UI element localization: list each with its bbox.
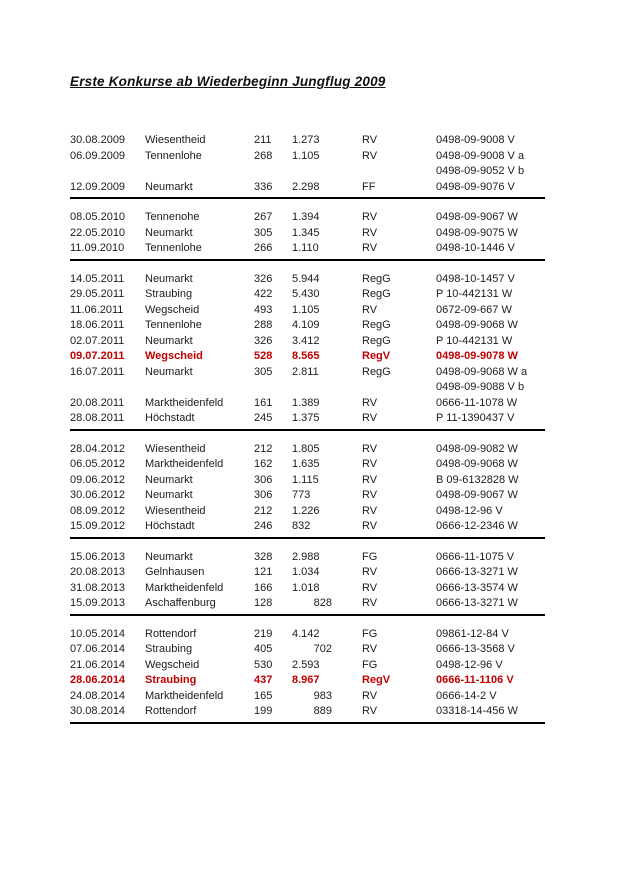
value-cell: 1.805 — [292, 442, 320, 455]
place-cell: Tennenohe — [145, 211, 200, 223]
table-row — [70, 504, 545, 520]
year-section-2009 — [70, 133, 545, 199]
table-row — [70, 226, 545, 242]
place-cell: Wegscheid — [145, 658, 200, 671]
type-cell: RV — [362, 705, 378, 717]
table-row — [70, 457, 545, 473]
place-cell: Wiesentheid — [145, 134, 206, 146]
code-cell: 0666-11-1078 W — [436, 396, 518, 409]
value-cell: 5.944 — [292, 272, 320, 285]
count-cell: 493 — [254, 303, 273, 316]
table-row — [70, 442, 545, 458]
value-cell: 983 — [313, 689, 332, 702]
date-cell: 20.08.2011 — [70, 396, 125, 409]
continuation-spacer — [70, 164, 436, 180]
count-cell: 212 — [254, 442, 273, 455]
place-cell: Gelnhausen — [145, 566, 205, 578]
continuation-spacer — [70, 380, 436, 396]
count-cell: 128 — [254, 597, 273, 609]
code-cell: 09861-12-84 V — [436, 627, 509, 640]
count-cell: 165 — [254, 689, 273, 702]
date-cell: 29.05.2011 — [70, 288, 125, 300]
code-cell: 0498-12-96 V — [436, 658, 503, 671]
count-cell: 530 — [254, 658, 273, 671]
code-cell: P 10-442131 W — [436, 334, 513, 347]
type-cell: FF — [362, 180, 376, 193]
type-cell: RegG — [362, 272, 391, 285]
value-cell: 889 — [313, 705, 332, 717]
date-cell: 08.09.2012 — [70, 504, 126, 517]
value-cell: 8.967 — [292, 674, 320, 686]
type-cell: RegG — [362, 288, 391, 300]
code-cell-secondary: 0498-09-9088 V b — [436, 381, 525, 393]
code-cell: 0498-09-9067 W — [436, 489, 518, 501]
count-cell: 162 — [254, 458, 273, 470]
code-cell: 0498-09-9068 W — [436, 319, 518, 331]
table-row — [70, 627, 545, 643]
place-cell: Wegscheid — [145, 350, 203, 362]
type-cell: RV — [362, 597, 378, 609]
place-cell: Höchstadt — [145, 520, 195, 532]
type-cell: RV — [362, 149, 378, 162]
code-cell: P 10-442131 W — [436, 288, 513, 300]
code-cell: 0666-11-1106 V — [436, 674, 514, 686]
table-row — [70, 210, 545, 226]
table-row — [70, 689, 545, 705]
type-cell: RV — [362, 520, 378, 532]
value-cell: 4.142 — [292, 627, 320, 640]
place-cell: Höchstadt — [145, 412, 195, 424]
value-cell: 1.105 — [292, 303, 320, 316]
code-cell: 0666-12-2346 W — [436, 520, 518, 532]
code-cell: 0498-10-1457 V — [436, 272, 515, 285]
table-row — [70, 488, 545, 504]
code-cell: 0672-09-667 W — [436, 303, 512, 316]
code-cell: 0498-12-96 V — [436, 504, 503, 517]
value-cell: 1.018 — [292, 581, 320, 594]
count-cell: 161 — [254, 396, 273, 409]
value-cell: 1.635 — [292, 458, 320, 470]
code-cell: 0666-13-3568 V — [436, 643, 515, 655]
type-cell: RV — [362, 442, 378, 455]
code-cell: 0498-09-9067 W — [436, 211, 518, 223]
date-cell: 16.07.2011 — [70, 365, 125, 378]
place-cell: Wegscheid — [145, 303, 200, 316]
table-row — [70, 473, 545, 489]
value-cell: 1.273 — [292, 134, 320, 146]
table-row-continuation — [70, 164, 545, 180]
count-cell: 326 — [254, 334, 273, 347]
code-cell: 0498-09-9008 V — [436, 134, 515, 146]
count-cell: 211 — [254, 134, 272, 146]
type-cell: FG — [362, 658, 378, 671]
date-cell: 18.06.2011 — [70, 319, 125, 331]
year-section-2011 — [70, 261, 545, 431]
code-cell: 0498-09-9078 W — [436, 350, 518, 362]
konkurse-table — [70, 133, 545, 724]
value-cell: 773 — [292, 489, 311, 501]
year-section-2010 — [70, 199, 545, 261]
place-cell: Marktheidenfeld — [145, 396, 224, 409]
place-cell: Tennenlohe — [145, 319, 202, 331]
type-cell: RegG — [362, 319, 391, 331]
value-cell: 1.389 — [292, 396, 320, 409]
place-cell: Tennenlohe — [145, 149, 202, 162]
date-cell: 09.06.2012 — [70, 473, 126, 486]
year-section-2013 — [70, 539, 545, 616]
type-cell: RV — [362, 226, 378, 239]
value-cell: 1.105 — [292, 149, 320, 162]
code-cell: 0666-13-3574 W — [436, 581, 518, 594]
date-cell: 20.08.2013 — [70, 566, 126, 578]
type-cell: RV — [362, 566, 378, 578]
date-cell: 02.07.2011 — [70, 334, 125, 347]
table-row — [70, 272, 545, 288]
type-cell: RV — [362, 489, 378, 501]
code-cell: 0498-09-9068 W — [436, 458, 518, 470]
count-cell: 422 — [254, 288, 273, 300]
value-cell: 2.988 — [292, 550, 320, 563]
place-cell: Neumarkt — [145, 489, 193, 501]
table-row — [70, 349, 545, 365]
date-cell: 28.08.2011 — [70, 412, 125, 424]
table-row — [70, 365, 545, 381]
table-row — [70, 642, 545, 658]
type-cell: RV — [362, 412, 378, 424]
date-cell: 24.08.2014 — [70, 689, 126, 702]
year-section-2014 — [70, 616, 545, 724]
count-cell: 246 — [254, 520, 273, 532]
count-cell: 306 — [254, 489, 273, 501]
code-cell: B 09-6132828 W — [436, 473, 519, 486]
table-row — [70, 658, 545, 674]
place-cell: Neumarkt — [145, 226, 193, 239]
date-cell: 30.08.2009 — [70, 134, 126, 146]
place-cell: Neumarkt — [145, 334, 193, 347]
code-cell: 0498-09-9068 W a — [436, 365, 528, 378]
table-row — [70, 550, 545, 566]
table-row — [70, 334, 545, 350]
table-row-continuation — [70, 380, 545, 396]
value-cell: 1.345 — [292, 226, 320, 239]
type-cell: RV — [362, 473, 378, 486]
table-row — [70, 519, 545, 535]
table-row — [70, 411, 545, 427]
value-cell: 828 — [313, 597, 332, 609]
value-cell: 1.110 — [292, 242, 319, 254]
date-cell: 15.09.2013 — [70, 597, 126, 609]
code-cell: 03318-14-456 W — [436, 705, 518, 717]
date-cell: 09.07.2011 — [70, 350, 125, 362]
date-cell: 06.05.2012 — [70, 458, 126, 470]
table-row — [70, 318, 545, 334]
place-cell: Marktheidenfeld — [145, 458, 224, 470]
date-cell: 07.06.2014 — [70, 643, 126, 655]
type-cell: RV — [362, 396, 378, 409]
count-cell: 437 — [254, 674, 273, 686]
date-cell: 14.05.2011 — [70, 272, 125, 285]
date-cell: 08.05.2010 — [70, 211, 126, 223]
place-cell: Straubing — [145, 674, 197, 686]
table-row — [70, 287, 545, 303]
type-cell: RV — [362, 689, 378, 702]
code-cell: 0498-09-9082 W — [436, 442, 518, 455]
type-cell: RegV — [362, 350, 391, 362]
value-cell: 702 — [313, 643, 332, 655]
place-cell: Neumarkt — [145, 180, 193, 193]
date-cell: 12.09.2009 — [70, 180, 126, 193]
code-cell-secondary: 0498-09-9052 V b — [436, 165, 525, 177]
count-cell: 166 — [254, 581, 273, 594]
table-row — [70, 565, 545, 581]
value-cell: 1.375 — [292, 412, 320, 424]
value-cell: 2.593 — [292, 658, 320, 671]
table-row — [70, 396, 545, 412]
type-cell: RegG — [362, 334, 391, 347]
type-cell: RV — [362, 504, 378, 517]
place-cell: Neumarkt — [145, 473, 193, 486]
count-cell: 245 — [254, 412, 273, 424]
count-cell: 219 — [254, 627, 273, 640]
count-cell: 326 — [254, 272, 273, 285]
type-cell: RV — [362, 134, 378, 146]
count-cell: 336 — [254, 180, 273, 193]
date-cell: 21.06.2014 — [70, 658, 126, 671]
place-cell: Marktheidenfeld — [145, 689, 224, 702]
count-cell: 212 — [254, 504, 273, 517]
count-cell: 266 — [254, 242, 273, 254]
place-cell: Tennenlohe — [145, 242, 202, 254]
value-cell: 4.109 — [292, 319, 320, 331]
place-cell: Straubing — [145, 288, 193, 300]
date-cell: 06.09.2009 — [70, 149, 126, 162]
type-cell: RV — [362, 581, 378, 594]
place-cell: Wiesentheid — [145, 504, 206, 517]
place-cell: Neumarkt — [145, 272, 193, 285]
type-cell: RV — [362, 458, 378, 470]
count-cell: 288 — [254, 319, 273, 331]
value-cell: 1.394 — [292, 211, 320, 223]
code-cell: P 11-1390437 V — [436, 412, 515, 424]
table-row — [70, 673, 545, 689]
count-cell: 528 — [254, 350, 273, 362]
table-row — [70, 596, 545, 612]
date-cell: 11.06.2011 — [70, 303, 124, 316]
table-row — [70, 241, 545, 257]
value-cell: 832 — [292, 520, 311, 532]
value-cell: 3.412 — [292, 334, 320, 347]
count-cell: 268 — [254, 149, 273, 162]
count-cell: 121 — [254, 566, 273, 578]
count-cell: 267 — [254, 211, 273, 223]
place-cell: Rottendorf — [145, 627, 197, 640]
code-cell: 0498-10-1446 V — [436, 242, 515, 254]
count-cell: 328 — [254, 550, 273, 563]
place-cell: Straubing — [145, 643, 193, 655]
value-cell: 5.430 — [292, 288, 320, 300]
value-cell: 1.115 — [292, 473, 319, 486]
count-cell: 306 — [254, 473, 273, 486]
place-cell: Neumarkt — [145, 550, 193, 563]
place-cell: Wiesentheid — [145, 442, 206, 455]
page-title: Erste Konkurse ab Wiederbeginn Jungflug 2009 — [70, 74, 386, 89]
date-cell: 28.06.2014 — [70, 674, 126, 686]
date-cell: 31.08.2013 — [70, 581, 126, 594]
date-cell: 11.09.2010 — [70, 242, 125, 254]
code-cell: 0498-09-9076 V — [436, 180, 515, 193]
date-cell: 15.06.2013 — [70, 550, 126, 563]
type-cell: FG — [362, 627, 378, 640]
value-cell: 2.298 — [292, 180, 320, 193]
type-cell: FG — [362, 550, 378, 563]
type-cell: RV — [362, 242, 378, 254]
date-cell: 15.09.2012 — [70, 520, 126, 532]
table-row — [70, 581, 545, 597]
date-cell: 30.06.2012 — [70, 489, 126, 501]
count-cell: 305 — [254, 365, 273, 378]
type-cell: RV — [362, 303, 378, 316]
value-cell: 1.034 — [292, 566, 320, 578]
code-cell: 0498-09-9075 W — [436, 226, 518, 239]
type-cell: RV — [362, 643, 378, 655]
table-row — [70, 133, 545, 149]
place-cell: Neumarkt — [145, 365, 193, 378]
count-cell: 405 — [254, 643, 273, 655]
date-cell: 28.04.2012 — [70, 442, 126, 455]
type-cell: RegV — [362, 674, 391, 686]
type-cell: RV — [362, 211, 378, 223]
date-cell: 10.05.2014 — [70, 627, 126, 640]
year-section-2012 — [70, 431, 545, 539]
table-row — [70, 303, 545, 319]
date-cell: 22.05.2010 — [70, 226, 126, 239]
count-cell: 305 — [254, 226, 273, 239]
place-cell: Aschaffenburg — [145, 597, 216, 609]
code-cell: 0498-09-9008 V a — [436, 149, 525, 162]
code-cell: 0666-13-3271 W — [436, 597, 518, 609]
code-cell: 0666-14-2 V — [436, 689, 497, 702]
code-cell: 0666-11-1075 V — [436, 550, 515, 563]
value-cell: 1.226 — [292, 504, 320, 517]
table-row — [70, 180, 545, 196]
place-cell: Rottendorf — [145, 705, 197, 717]
value-cell: 2.811 — [292, 365, 319, 378]
place-cell: Marktheidenfeld — [145, 581, 224, 594]
count-cell: 199 — [254, 705, 273, 717]
type-cell: RegG — [362, 365, 391, 378]
table-row — [70, 704, 545, 720]
date-cell: 30.08.2014 — [70, 705, 126, 717]
code-cell: 0666-13-3271 W — [436, 566, 518, 578]
table-row — [70, 149, 545, 165]
value-cell: 8.565 — [292, 350, 320, 362]
